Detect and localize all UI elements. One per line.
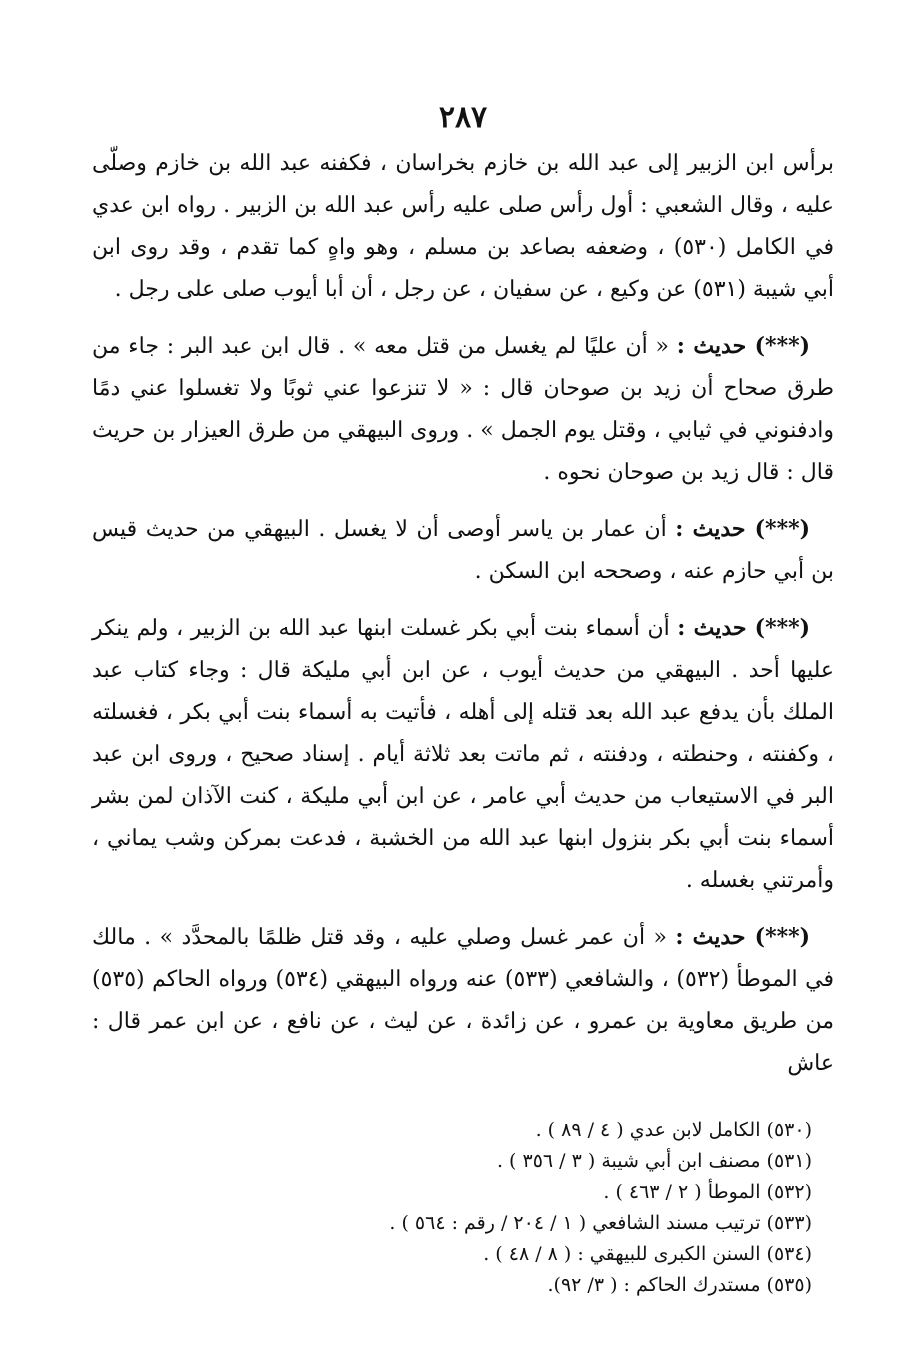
paragraph-text: « أن عليًا لم يغسل من قتل معه » . قال ابن عبد البر : جاء من طرق صحاح أن زيد بن صوحان قال : « لا تنزعوا عني ثوبًا ولا تغسلوا عني دمًا وادفنوني في ثيابي ، وقتل يوم الجمل » . وروى البيهقي من طرق العيزار بن حريث قال : قال زيد بن صوحان نحوه . [91,334,834,485]
footnotes [92,1115,834,1301]
hadith-paragraph [92,916,834,1085]
footnote: (٥٣٣) ترتيب مسند الشافعي ( ١ / ٢٠٤ / رقم : ٥٦٤ ) . [389,1212,812,1234]
hadith-paragraph [92,508,834,593]
paragraph-text: برأس ابن الزبير إلى عبد الله بن خازم بخراسان ، فكفنه عبد الله بن خازم وصلّى عليه ، وقال الشعبي : أول رأس صلى عليه رأس عبد الله بن الزبير . رواه ابن عدي في الكامل (٥٣٠) ، وضعفه بصاعد بن مسلم ، وهو واهٍ كما تقدم ، وقد روى ابن أبي شيبة (٥٣١) عن وكيع ، عن سفيان ، عن رجل ، أن أبا أيوب صلى على رجل . [92,151,834,302]
footnote: (٥٣٢) الموطأ ( ٢ / ٤٦٣ ) . [603,1181,812,1203]
footnote: (٥٣٤) السنن الكبرى للبيهقي : ( ٨ / ٤٨ ) . [483,1243,812,1265]
hadith-paragraph [92,607,834,902]
hadith-marker: (***) حديث : [677,615,811,641]
page-number: ٢٨٧ [438,100,488,135]
hadith-marker: (***) حديث : [675,924,810,950]
paragraph-text: أن عمار بن ياسر أوصى أن لا يغسل . البيهقي من حديث قيس بن أبي حازم عنه ، وصححه ابن السكن . [92,517,834,584]
hadith-paragraph [92,325,834,494]
hadith-marker: (***) حديث : [676,333,810,359]
hadith-marker: (***) حديث : [675,516,810,542]
paragraph-text: « أن عمر غسل وصلي عليه ، وقد قتل ظلمًا بالمحدَّد » . مالك في الموطأ (٥٣٢) ، والشافعي (٥٣٣) عنه ورواه البيهقي (٥٣٤) ورواه الحاكم (٥٣٥) من طريق معاوية بن عمرو ، عن زائدة ، عن ليث ، عن نافع ، عن ابن عمر قال : عاش [92,925,834,1076]
footnote: (٥٣٥) مستدرك الحاكم : ( ٣/ ٩٢). [547,1274,812,1296]
paragraph-intro [92,143,834,311]
paragraph-text: أن أسماء بنت أبي بكر غسلت ابنها عبد الله بن الزبير ، ولم ينكر عليها أحد . البيهقي من حديث أيوب ، عن ابن أبي مليكة قال : وجاء كتاب عبد الملك بأن يدفع عبد الله بعد قتله إلى أهله ، فأتيت به أسماء بنت أبي بكر ، فغسلته ، وكفنته ، وحنطته ، ودفنته ، ثم ماتت بعد ثلاثة أيام . إسناد صحيح ، وروى ابن عبد البر في الاستيعاب من حديث أبي عامر ، عن ابن أبي مليكة ، كنت الآذان لمن بشر أسماء بنت أبي بكر بنزول ابنها عبد الله من الخشبة ، فدعت بمركن وشب يماني ، وأمرتني بغسله . [92,616,834,893]
footnote: (٥٣٠) الكامل لابن عدي ( ٤ / ٨٩ ) . [535,1119,812,1141]
footnote: (٥٣١) مصنف ابن أبي شيبة ( ٣ / ٣٥٦ ) . [496,1150,812,1172]
